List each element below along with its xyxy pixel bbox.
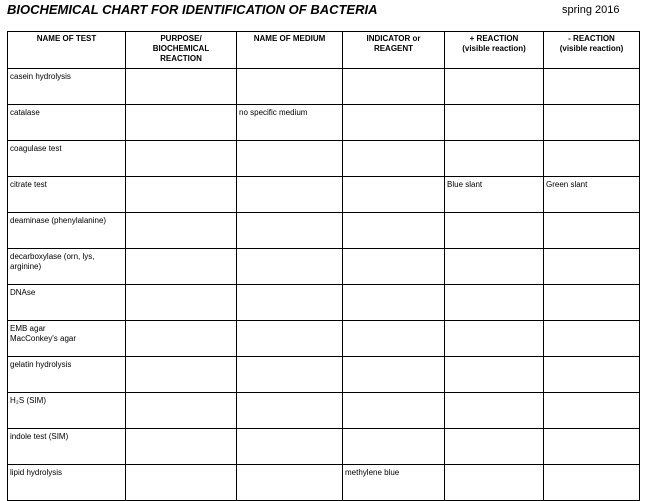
positive-reaction-cell[interactable]: [445, 429, 544, 465]
table-row: [8, 357, 640, 393]
negative-reaction-cell[interactable]: Green slant: [544, 177, 640, 213]
table-row: [8, 213, 640, 249]
indicator-cell[interactable]: [343, 69, 445, 105]
indicator-cell[interactable]: [343, 393, 445, 429]
test-name-cell[interactable]: [8, 321, 126, 357]
purpose-cell[interactable]: [126, 465, 237, 501]
medium-cell[interactable]: [237, 249, 343, 285]
purpose-cell[interactable]: [126, 357, 237, 393]
purpose-cell[interactable]: [126, 105, 237, 141]
test-name-line: deaminase (phenylalanine): [10, 216, 107, 225]
header-label-line: NAME OF MEDIUM: [253, 34, 326, 43]
negative-reaction-header: [544, 32, 640, 69]
test-name-line: gelatin hydrolysis: [10, 360, 72, 369]
test-name-cell[interactable]: [8, 429, 126, 465]
medium-cell[interactable]: [237, 357, 343, 393]
positive-reaction-cell[interactable]: [445, 213, 544, 249]
negative-reaction-cell[interactable]: [544, 69, 640, 105]
table-row: [8, 69, 640, 105]
header-label-line: PURPOSE/: [160, 34, 202, 43]
test-name-cell[interactable]: [8, 465, 126, 501]
table-row: [8, 177, 640, 213]
indicator-header: [343, 32, 445, 69]
test-name-line: MacConkey's agar: [10, 334, 76, 343]
test-name-line: H₂S (SIM): [10, 396, 46, 405]
test-name-line: coagulase test: [10, 144, 62, 153]
medium-cell[interactable]: [237, 285, 343, 321]
test-name-cell[interactable]: [8, 141, 126, 177]
positive-reaction-cell[interactable]: [445, 249, 544, 285]
medium-cell[interactable]: [237, 393, 343, 429]
header-label-line: - REACTION: [568, 34, 615, 43]
medium-cell[interactable]: [237, 177, 343, 213]
negative-reaction-cell[interactable]: [544, 465, 640, 501]
test-name-line: EMB agar: [10, 324, 46, 333]
purpose-cell[interactable]: [126, 141, 237, 177]
header-label-line: REACTION: [160, 54, 202, 63]
name-of-medium-header: [237, 32, 343, 69]
name-of-test-header: [8, 32, 126, 69]
negative-reaction-cell[interactable]: [544, 429, 640, 465]
indicator-cell[interactable]: [343, 357, 445, 393]
negative-reaction-cell[interactable]: [544, 105, 640, 141]
header-label-line: NAME OF TEST: [36, 34, 97, 43]
negative-reaction-cell[interactable]: [544, 321, 640, 357]
negative-reaction-cell[interactable]: [544, 357, 640, 393]
table-row: [8, 429, 640, 465]
negative-reaction-cell[interactable]: [544, 285, 640, 321]
header-label-line: REAGENT: [373, 44, 414, 53]
table-row: [8, 249, 640, 285]
test-name-cell[interactable]: [8, 393, 126, 429]
positive-reaction-cell[interactable]: [445, 141, 544, 177]
purpose-cell[interactable]: [126, 321, 237, 357]
table-row: [8, 321, 640, 357]
table-row: [8, 285, 640, 321]
positive-reaction-header: [445, 32, 544, 69]
test-name-line: catalase: [10, 108, 40, 117]
indicator-cell[interactable]: [343, 105, 445, 141]
negative-reaction-cell[interactable]: [544, 141, 640, 177]
test-name-cell[interactable]: [8, 69, 126, 105]
table-body: [8, 69, 640, 501]
header-label-line: INDICATOR or: [366, 34, 421, 43]
purpose-cell[interactable]: [126, 429, 237, 465]
purpose-cell[interactable]: [126, 285, 237, 321]
positive-reaction-cell[interactable]: [445, 69, 544, 105]
medium-cell[interactable]: [237, 429, 343, 465]
purpose-cell[interactable]: [126, 213, 237, 249]
positive-reaction-cell[interactable]: Blue slant: [445, 177, 544, 213]
test-name-cell[interactable]: [8, 357, 126, 393]
indicator-cell[interactable]: [343, 213, 445, 249]
test-name-line: decarboxylase (orn, lys,: [10, 252, 95, 261]
test-name-cell[interactable]: [8, 213, 126, 249]
negative-reaction-cell[interactable]: [544, 213, 640, 249]
table-row: [8, 141, 640, 177]
table-row: [8, 465, 640, 501]
test-name-cell[interactable]: [8, 285, 126, 321]
purpose-cell[interactable]: [126, 249, 237, 285]
purpose-cell[interactable]: [126, 177, 237, 213]
test-name-cell[interactable]: [8, 249, 126, 285]
header-label-line: (visible reaction): [559, 44, 624, 53]
test-name-line: citrate test: [10, 180, 47, 189]
indicator-cell[interactable]: [343, 177, 445, 213]
indicator-cell[interactable]: methylene blue: [343, 465, 445, 501]
header-label-line: + REACTION: [469, 34, 519, 43]
positive-reaction-cell[interactable]: [445, 393, 544, 429]
indicator-cell[interactable]: [343, 429, 445, 465]
test-name-line: arginine): [10, 262, 42, 271]
header-row: [8, 32, 640, 69]
test-name-cell[interactable]: [8, 177, 126, 213]
indicator-cell[interactable]: [343, 141, 445, 177]
purpose-cell[interactable]: [126, 393, 237, 429]
header-label-line: BIOCHEMICAL: [152, 44, 210, 53]
positive-reaction-cell[interactable]: [445, 321, 544, 357]
medium-cell[interactable]: [237, 465, 343, 501]
table-row: [8, 393, 640, 429]
purpose-cell[interactable]: [126, 69, 237, 105]
medium-cell[interactable]: [237, 213, 343, 249]
biochemical-chart-table: [7, 31, 640, 501]
positive-reaction-cell[interactable]: [445, 465, 544, 501]
term-label: spring 2016: [562, 4, 620, 16]
indicator-cell[interactable]: [343, 285, 445, 321]
test-name-line: lipid hydrolysis: [10, 468, 63, 477]
header-label-line: (visible reaction): [462, 44, 526, 53]
test-name-line: indole test (SIM): [10, 432, 69, 441]
negative-reaction-cell[interactable]: [544, 249, 640, 285]
negative-reaction-cell[interactable]: [544, 393, 640, 429]
test-name-line: casein hydrolysis: [10, 72, 71, 81]
indicator-cell[interactable]: [343, 249, 445, 285]
table-row: [8, 105, 640, 141]
medium-cell[interactable]: [237, 69, 343, 105]
positive-reaction-cell[interactable]: [445, 285, 544, 321]
medium-cell[interactable]: [237, 141, 343, 177]
test-name-line: DNAse: [10, 288, 36, 297]
medium-cell[interactable]: no specific medium: [237, 105, 343, 141]
chart-title: BIOCHEMICAL CHART FOR IDENTIFICATION OF BACTERIA: [7, 2, 378, 17]
indicator-cell[interactable]: [343, 321, 445, 357]
test-name-cell[interactable]: [8, 105, 126, 141]
positive-reaction-cell[interactable]: [445, 105, 544, 141]
positive-reaction-cell[interactable]: [445, 357, 544, 393]
medium-cell[interactable]: [237, 321, 343, 357]
purpose-header: [126, 32, 237, 69]
